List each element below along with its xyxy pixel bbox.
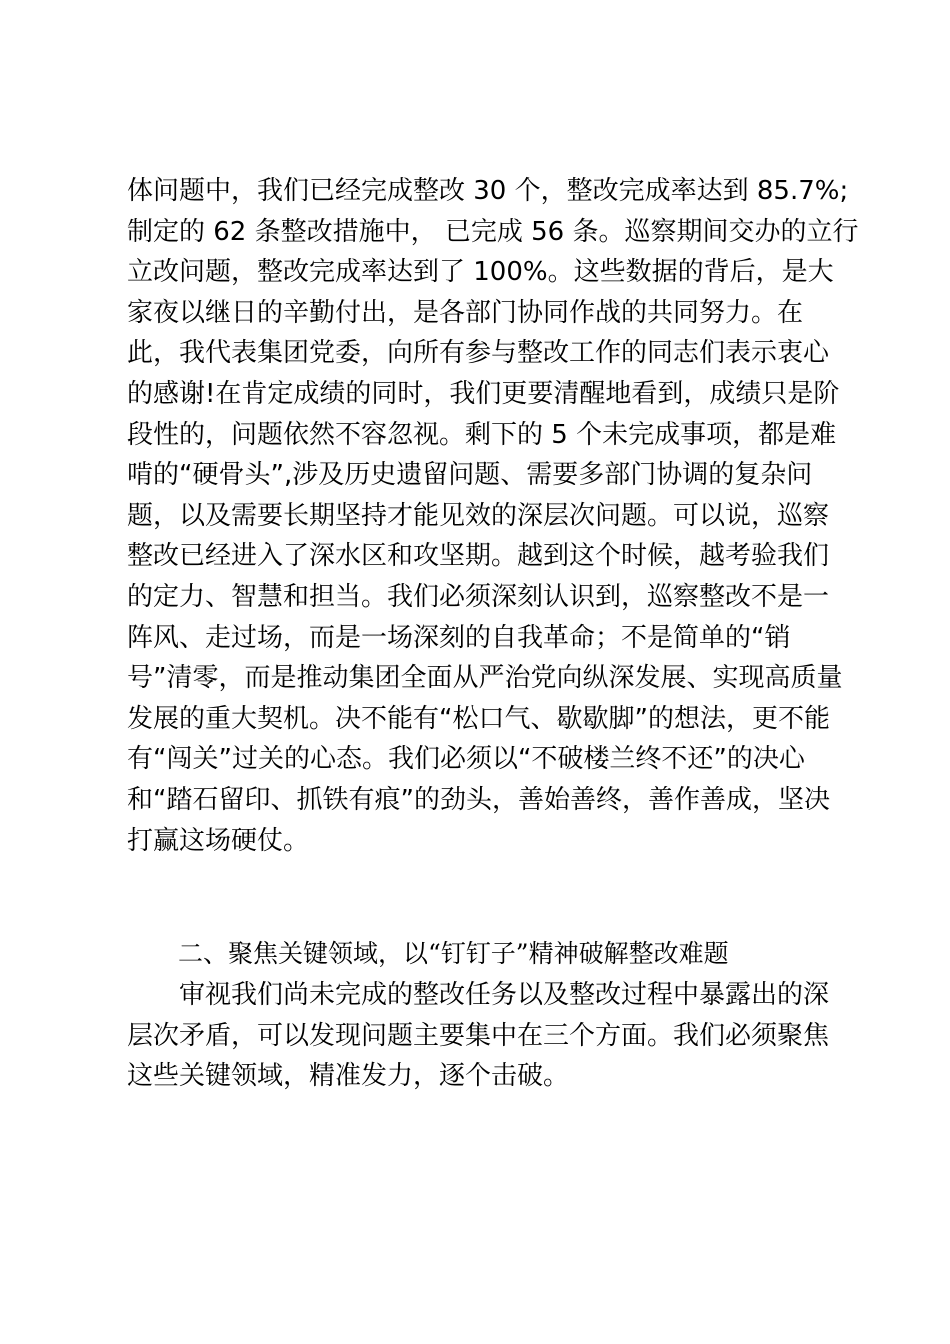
body-line: 此，我代表集团党委，向所有参与整改工作的同志们表示衷心 — [127, 338, 830, 369]
body-line: 制定的 62 条整改措施中， 已完成 56 条。巡察期间交办的立行 — [127, 216, 859, 247]
body-line: 有“闯关”过关的心态。我们必须以“不破楼兰终不还”的决心 — [127, 744, 805, 775]
section-line: 审视我们尚未完成的整改任务以及整改过程中暴露出的深 — [179, 980, 830, 1010]
section-line: 层次矛盾，可以发现问题主要集中在三个方面。我们必须聚焦 — [127, 1020, 830, 1051]
section-heading-block — [178, 934, 858, 975]
body-line: 和“踏石留印、抓铁有痕”的劲头，善始善终，善作善成，坚决 — [127, 784, 830, 815]
body-line: 家夜以继日的辛勤付出，是各部门协同作战的共同努力。在 — [127, 297, 804, 328]
body-line: 的定力、智慧和担当。我们必须深刻认识到，巡察整改不是一 — [127, 581, 830, 612]
body-line: 段性的，问题依然不容忽视。剩下的 5 个未完成事项，都是难 — [127, 419, 837, 450]
body-line: 立改问题，整改完成率达到了 100%。这些数据的背后，是大 — [127, 257, 834, 288]
body-line: 号”清零，而是推动集团全面从严治党向纵深发展、实现高质量 — [127, 663, 843, 694]
section-line: 这些关键领域，精准发力，逐个击破。 — [127, 1061, 570, 1092]
body-line: 发展的重大契机。决不能有“松口气、歇歇脚”的想法，更不能 — [127, 703, 830, 734]
body-line: 打赢这场硬仗。 — [127, 825, 310, 856]
body-line: 阵风、走过场，而是一场深刻的自我革命；不是简单的“销 — [127, 622, 791, 653]
body-line: 体问题中，我们已经完成整改 30 个，整改完成率达到 85.7%; — [127, 176, 849, 206]
body-line: 题，以及需要长期坚持才能见效的深层次问题。可以说，巡察 — [127, 500, 830, 531]
body-line: 啃的“硬骨头”,涉及历史遗留问题、需要多部门协调的复杂问 — [127, 460, 813, 491]
body-paragraph — [127, 171, 859, 861]
body-line: 的感谢!在肯定成绩的同时，我们更要清醒地看到，成绩只是阶 — [127, 378, 840, 409]
section-paragraph — [127, 975, 847, 1097]
section-heading: 二、聚焦关键领域，以“钉钉子”精神破解整改难题 — [178, 939, 729, 968]
body-line: 整改已经进入了深水区和攻坚期。越到这个时候，越考验我们 — [127, 541, 830, 572]
